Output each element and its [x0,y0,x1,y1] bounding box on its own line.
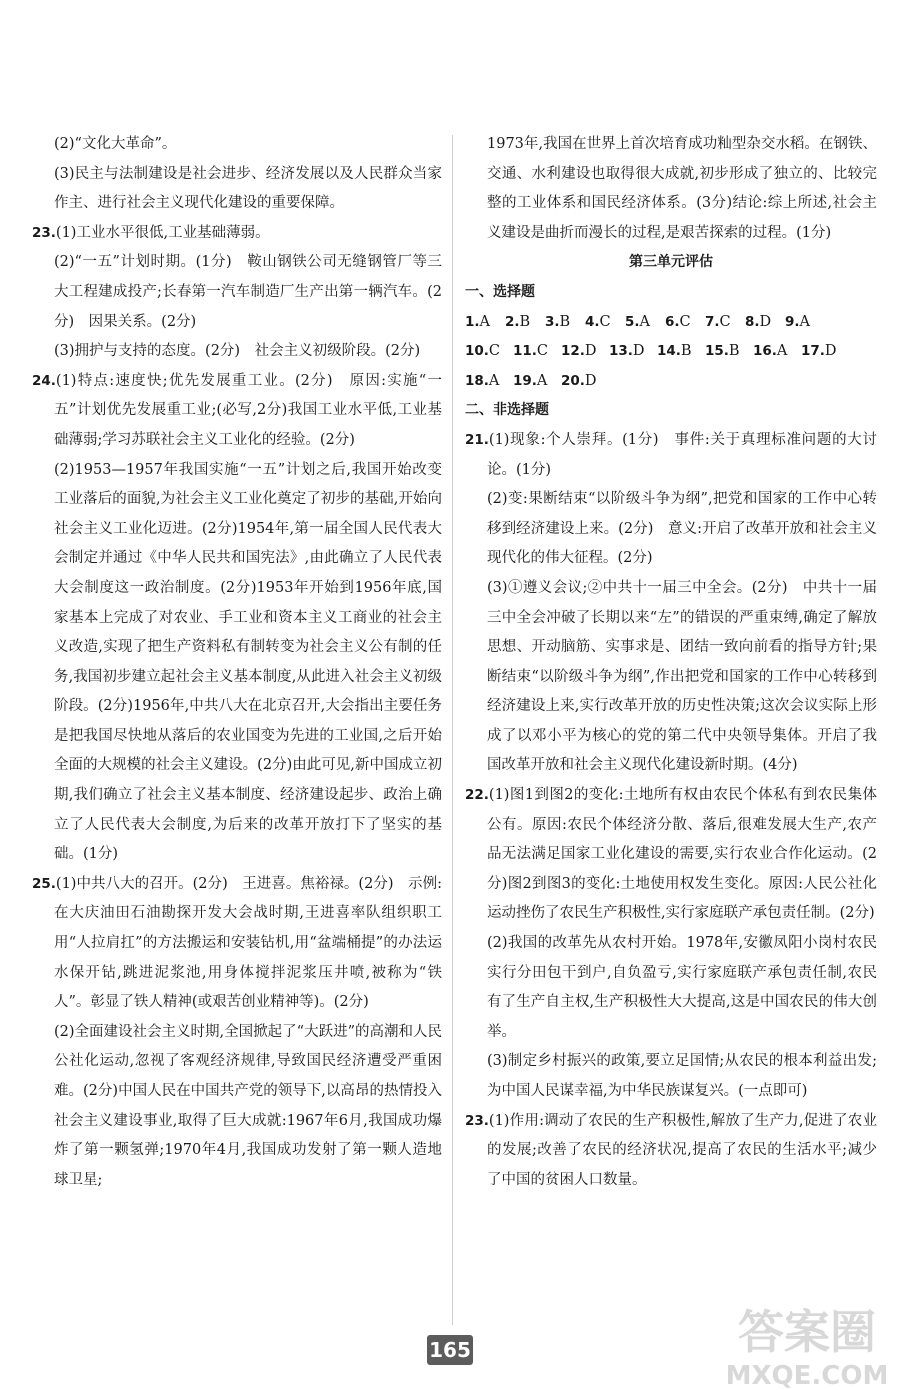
q23-number-right: 23. [465,1112,489,1129]
watermark-en-text: MXQE.COM [725,1361,889,1388]
q22-part2: (2)“文化大革命”。 [54,136,177,152]
mc-answer: 15.B [705,343,740,360]
watermark-icon [715,1300,895,1388]
q22-part3-right: (3)制定乡村振兴的政策,要立足国情;从农民的根本利益出发;为中国人民谋幸福,为中华民族谋复兴。(一点即可) [487,1053,877,1099]
right-column [465,130,877,1195]
q21-part3: (3)①遵义会议;②中共十一届三中全会。(2分) 中共十一届三中全会冲破了长期以来“左”的错误的严重束缚,确定了解放思想、开动脑筋、实事求是、团结一致向前看的指导方针;果断结束“以阶级斗争为纲”,作出把党和国家的工作中心转移到经济建设上来,实行改革开放的历史性决策;这次会议实际上形成了以邓小平为核心的党的第二代中央领导集体。开启了我国改革开放和社会主义现代化建设新时期。(4分) [487,579,877,774]
section-non-multiple-choice: 二、非选择题 [465,402,549,419]
column-divider [452,135,453,1325]
q22-number: 22. [465,787,489,804]
mc-answer: 3.B [545,313,571,330]
mc-answer: 4.C [585,313,611,330]
mc-answer: 20.D [561,372,597,389]
q25-part1: 25.(1)中共八大的召开。(2分) 王进喜。焦裕禄。(2分) 示例:在大庆油田石油勘探开发大会战时期,王进喜率队组织职工用“人拉肩扛”的方法搬运和安装钻机,用“盆端桶提”的办法运水保开钻,跳进泥浆池,用身体搅拌泥浆压井喷,被称为“铁人”。彰显了铁人精神(或艰苦创业精神等)。(2分) [32,875,442,1011]
mc-row [465,308,877,338]
mc-answer: 10.C [465,343,501,360]
mc-answer: 7.C [705,313,731,330]
mc-answers [465,308,877,397]
q21-part1: 21.(1)现象:个人崇拜。(1分) 事件:关于真理标准问题的大讨论。(1分) [465,431,877,478]
q23-part1: 23.(1)工业水平很低,工业基础薄弱。 [32,224,270,241]
mc-answer: 1.A [465,313,491,330]
q23-part1-right: 23.(1)作用:调动了农民的生产积极性,解放了生产力,促进了农业的发展;改善了农民的经济状况,提高了农民的生活水平;减少了中国的贫困人口数量。 [465,1112,877,1188]
mc-answer: 14.B [657,343,692,360]
q22-part2-right: (2)我国的改革先从农村开始。1978年,安徽凤阳小岗村农民实行分田包干到户,自负盈亏,实行家庭联产承包责任制,农民有了生产自主权,生产积极性大大提高,这是中国农民的伟大创举。 [487,935,877,1040]
q23-number: 23. [32,224,56,241]
q24-part2: (2)1953—1957年我国实施“一五”计划之后,我国开始改变工业落后的面貌,为社会主义工业化奠定了初步的基础,开始向社会主义工业化迈进。(2分)1954年,第一届全国人民代表大会制定并通过《中华人民共和国宪法》,由此确立了人民代表大会制度这一政治制度。(2分)1953年开始到1956年底,国家基本上完成了对农业、手工业和资本主义工商业的社会主义改造,实现了把生产资料私有制转变为社会主义公有制的任务,我国初步建立起社会主义基本制度,从此进入社会主义初级阶段。(2分)1956年,中共八大在北京召开,大会指出主要任务是把我国尽快地从落后的农业国变为先进的工业国,之后开始全面的大规模的社会主义建设。(2分)由此可见,新中国成立初期,我们确立了社会主义基本制度、经济建设起步、政治上确立了人民代表大会制度,为后来的改革开放打下了坚实的基础。(1分) [54,461,442,863]
mc-answer: 11.C [513,343,549,360]
q24-part1: 24.(1)特点:速度快;优先发展重工业。(2分) 原因:实施“一五”计划优先发展重工业;(必写,2分)我国工业水平低,工业基础薄弱;学习苏联社会主义工业化的经验。(2分) [32,372,442,448]
q25-continuation: 1973年,我国在世界上首次培育成功籼型杂交水稻。在钢铁、交通、水利建设也取得很大成就,初步形成了独立的、比较完整的工业体系和国民经济体系。(3分)结论:综上所述,社会主义建设是曲折而漫长的过程,是艰苦探索的过程。(1分) [487,136,877,241]
mc-row [465,337,877,367]
left-column [32,130,442,1195]
mc-row [465,367,877,397]
watermark-cn-text: 答案圈 [738,1305,876,1359]
mc-answer: 2.B [505,313,531,330]
mc-answer: 13.D [609,343,645,360]
mc-answer: 17.D [801,343,837,360]
q22-part3: (3)民主与法制建设是社会进步、经济发展以及人民群众当家作主、进行社会主义现代化建设的重要保障。 [54,165,442,212]
watermark-logo [715,1300,895,1388]
q22-part1: 22.(1)图1到图2的变化:土地所有权由农民个体私有到农民集体公有。原因:农民个体经济分散、落后,很难发展大生产,农产品无法满足国家工业化建设的需要,实行农业合作化运动。(2分)图2到图3的变化:土地使用权发生变化。原因:人民公社化运动挫伤了农民生产积极性,实行家庭联产承包责任制。(2分) [465,787,877,922]
mc-answer: 18.A [465,372,500,389]
mc-answer: 5.A [625,313,651,330]
mc-answer: 6.C [665,313,691,330]
q23-part3: (3)拥护与支持的态度。(2分) 社会主义初级阶段。(2分) [54,343,421,360]
mc-answer: 8.D [745,313,772,330]
unit-title: 第三单元评估 [629,254,713,271]
q25-number: 25. [32,875,56,892]
section-multiple-choice: 一、选择题 [465,283,535,300]
q23-part2: (2)“一五”计划时期。(1分) 鞍山钢铁公司无缝钢管厂等三大工程建成投产;长春第一汽车制造厂生产出第一辆汽车。(2分) 因果关系。(2分) [54,254,442,330]
page-number: 165 [427,1335,473,1365]
mc-answer: 12.D [561,343,597,360]
mc-answer: 9.A [785,313,811,330]
q24-number: 24. [32,372,56,389]
q25-part2: (2)全面建设社会主义时期,全国掀起了“大跃进”的高潮和人民公社化运动,忽视了客观经济规律,导致国民经济遭受严重困难。(2分)中国人民在中国共产党的领导下,以高昂的热情投入社会主义建设事业,取得了巨大成就:1967年6月,我国成功爆炸了第一颗氢弹;1970年4月,我国成功发射了第一颗人造地球卫星; [54,1023,442,1188]
q21-number: 21. [465,431,489,448]
q21-part2: (2)变:果断结束“以阶级斗争为纲”,把党和国家的工作中心转移到经济建设上来。(2分) 意义:开启了改革开放和社会主义现代化的伟大征程。(2分) [487,491,877,567]
mc-answer: 16.A [753,343,788,360]
mc-answer: 19.A [513,372,548,389]
